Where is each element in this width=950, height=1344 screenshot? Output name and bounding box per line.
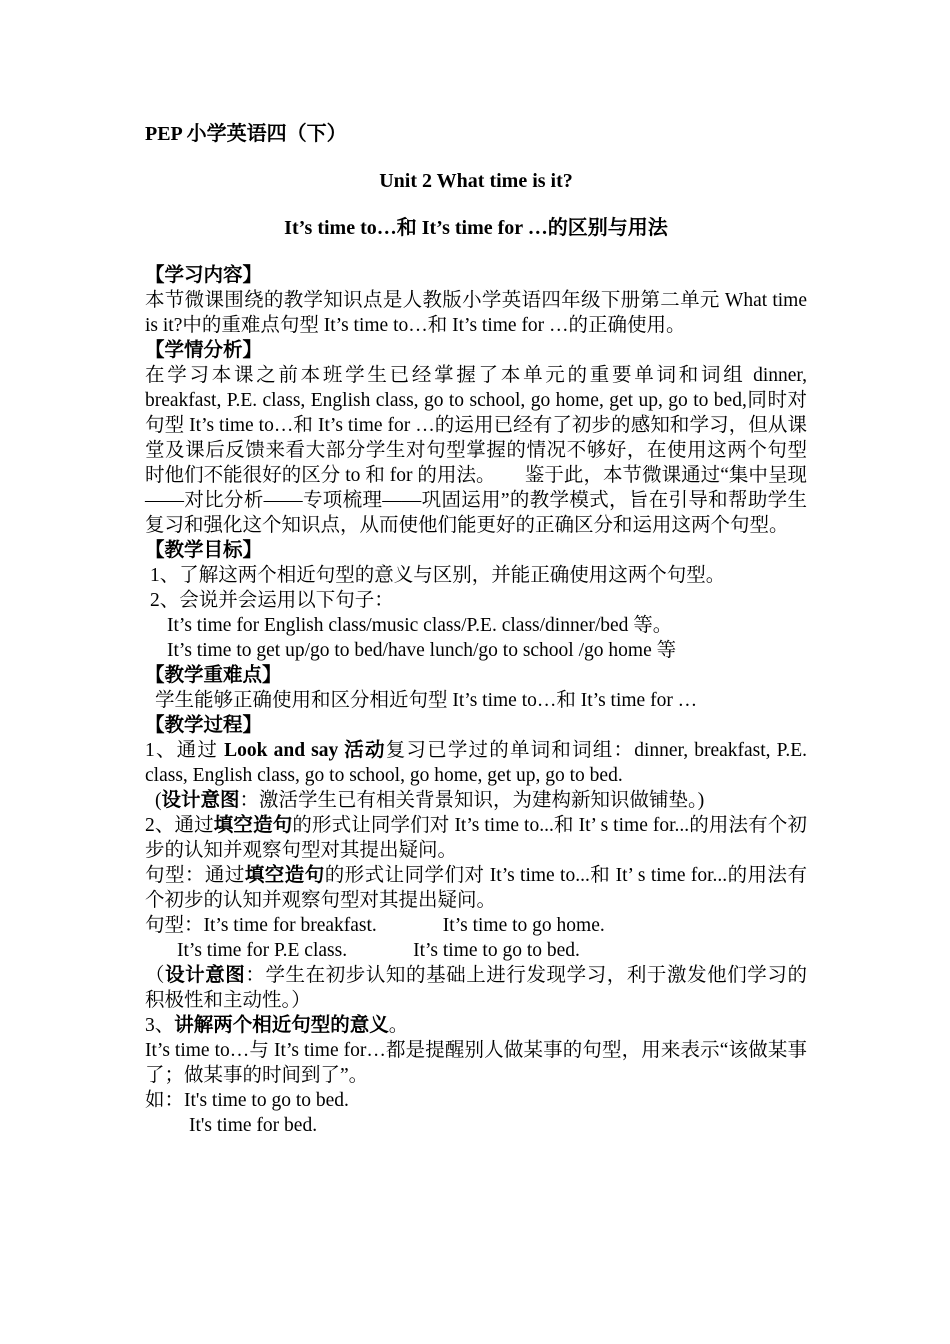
intent2-rest: ：学生在初步认知的基础上进行发现学习，利于激发他们学习的积极性和主动性。） — [145, 965, 807, 1011]
goal-item-2: 2、会说并会运用以下句子： — [150, 590, 394, 611]
example-label: 如： — [145, 1090, 185, 1111]
step3-bold: 讲解两个相近句型的意义 — [174, 1015, 389, 1036]
step2-rest: 的形式让同学们对 It’s time to...和 It’ s time for...的用法有个初步的认知并观察句型对其提出疑问。 — [145, 815, 807, 861]
intent1-rest: ：激活学生已有相关背景知识，为建构新知识做铺垫。) — [239, 790, 705, 811]
page-subtitle: It’s time to…和 It’s time for …的区别与用法 — [284, 217, 668, 239]
section-heading-process: 【教学过程】 — [145, 715, 263, 736]
example-row-2: It's time for bed. — [189, 1115, 318, 1136]
step2b-prefix: 句型：通过 — [145, 865, 245, 886]
pattern-b1: It’s time for P.E class. — [177, 940, 348, 961]
design-intent-2 — [145, 963, 807, 1013]
process-step-2b — [145, 863, 807, 913]
section-heading-goals: 【教学目标】 — [145, 540, 263, 561]
section-heading-key-points: 【教学重难点】 — [145, 665, 282, 686]
process-step-3 — [145, 1013, 807, 1038]
example-row-1 — [145, 1088, 807, 1113]
step2b-rest: 的形式让同学们对 It’s time to...和 It’ s time for...的用法有个初步的认知并观察句型对其提出疑问。 — [145, 865, 807, 911]
pattern-b2: It’s time to go to bed. — [413, 940, 580, 961]
pattern-a2: It’s time to go home. — [442, 915, 605, 936]
intent2-open: （ — [145, 965, 166, 986]
page-title: Unit 2 What time is it? — [379, 170, 573, 192]
key-points-paragraph: 学生能够正确使用和区分相近句型 It’s time to…和 It’s time for … — [155, 690, 698, 711]
document-page — [145, 122, 807, 1138]
intent1-bold: 设计意图 — [161, 790, 240, 811]
step2-bold: 填空造句 — [213, 815, 293, 836]
step1-prefix: 1、通过 — [145, 740, 225, 761]
step3-rest: 。 — [388, 1015, 409, 1036]
content-paragraph: 本节微课围绕的教学知识点是人教版小学英语四年级下册第二单元 What time is it?中的重难点句型 It’s time to…和 It’s time for …的正确使用。 — [145, 290, 807, 336]
goal-sentence-2: It’s time to get up/go to bed/have lunch/go to school /go home 等 — [167, 640, 677, 661]
process-step-2 — [145, 813, 807, 863]
process-step-1 — [145, 738, 807, 788]
step1-bold: Look and say 活动 — [224, 740, 386, 761]
intent1-open: ( — [155, 790, 162, 811]
pattern-label: 句型： — [145, 915, 204, 936]
goal-item-1: 1、了解这两个相近句型的意义与区别，并能正确使用这两个句型。 — [150, 565, 726, 586]
pattern-a1: It’s time for breakfast. — [203, 915, 377, 936]
step2b-bold: 填空造句 — [244, 865, 325, 886]
intent2-bold: 设计意图 — [165, 965, 246, 986]
pattern-row-2 — [145, 938, 807, 963]
analysis-paragraph: 在学习本课之前本班学生已经掌握了本单元的重要单词和词组 dinner, breakfast, P.E. class, English class, go to school, go home, get up, go to bed,同时对句型 It’s time to…和 It’s time for …的运用已经有了初步的感知和学习，但从课堂及课后反馈来看大部分学生对句型掌握的情况不够好，在使用这两个句型时他们不能很好的区分 to 和 for 的用法。 鉴于此，本节微课通过“集中呈现——对比分析——专项梳理——巩固运用”的教学模式，旨在引导和帮助学生复习和强化这个知识点，从而使他们能更好的正确区分和运用这两个句型。 — [145, 365, 807, 536]
step2-prefix: 2、通过 — [145, 815, 214, 836]
step1-rest: 复习已学过的单词和词组：dinner, breakfast, P.E. class, English class, go to school, go home, get up, go to bed. — [145, 740, 807, 786]
pattern-row-1 — [145, 913, 807, 938]
course-label: PEP 小学英语四（下） — [145, 123, 347, 145]
design-intent-1 — [145, 788, 807, 813]
example-1: It's time to go to bed. — [184, 1090, 349, 1111]
section-heading-analysis: 【学情分析】 — [145, 340, 263, 361]
step3-prefix: 3、 — [145, 1015, 175, 1036]
step3-paragraph: It’s time to…与 It’s time for…都是提醒别人做某事的句型，用来表示“该做某事了；做某事的时间到了”。 — [145, 1040, 807, 1086]
goal-sentence-1: It’s time for English class/music class/P.E. class/dinner/bed 等。 — [167, 615, 673, 636]
section-heading-content: 【学习内容】 — [145, 265, 263, 286]
